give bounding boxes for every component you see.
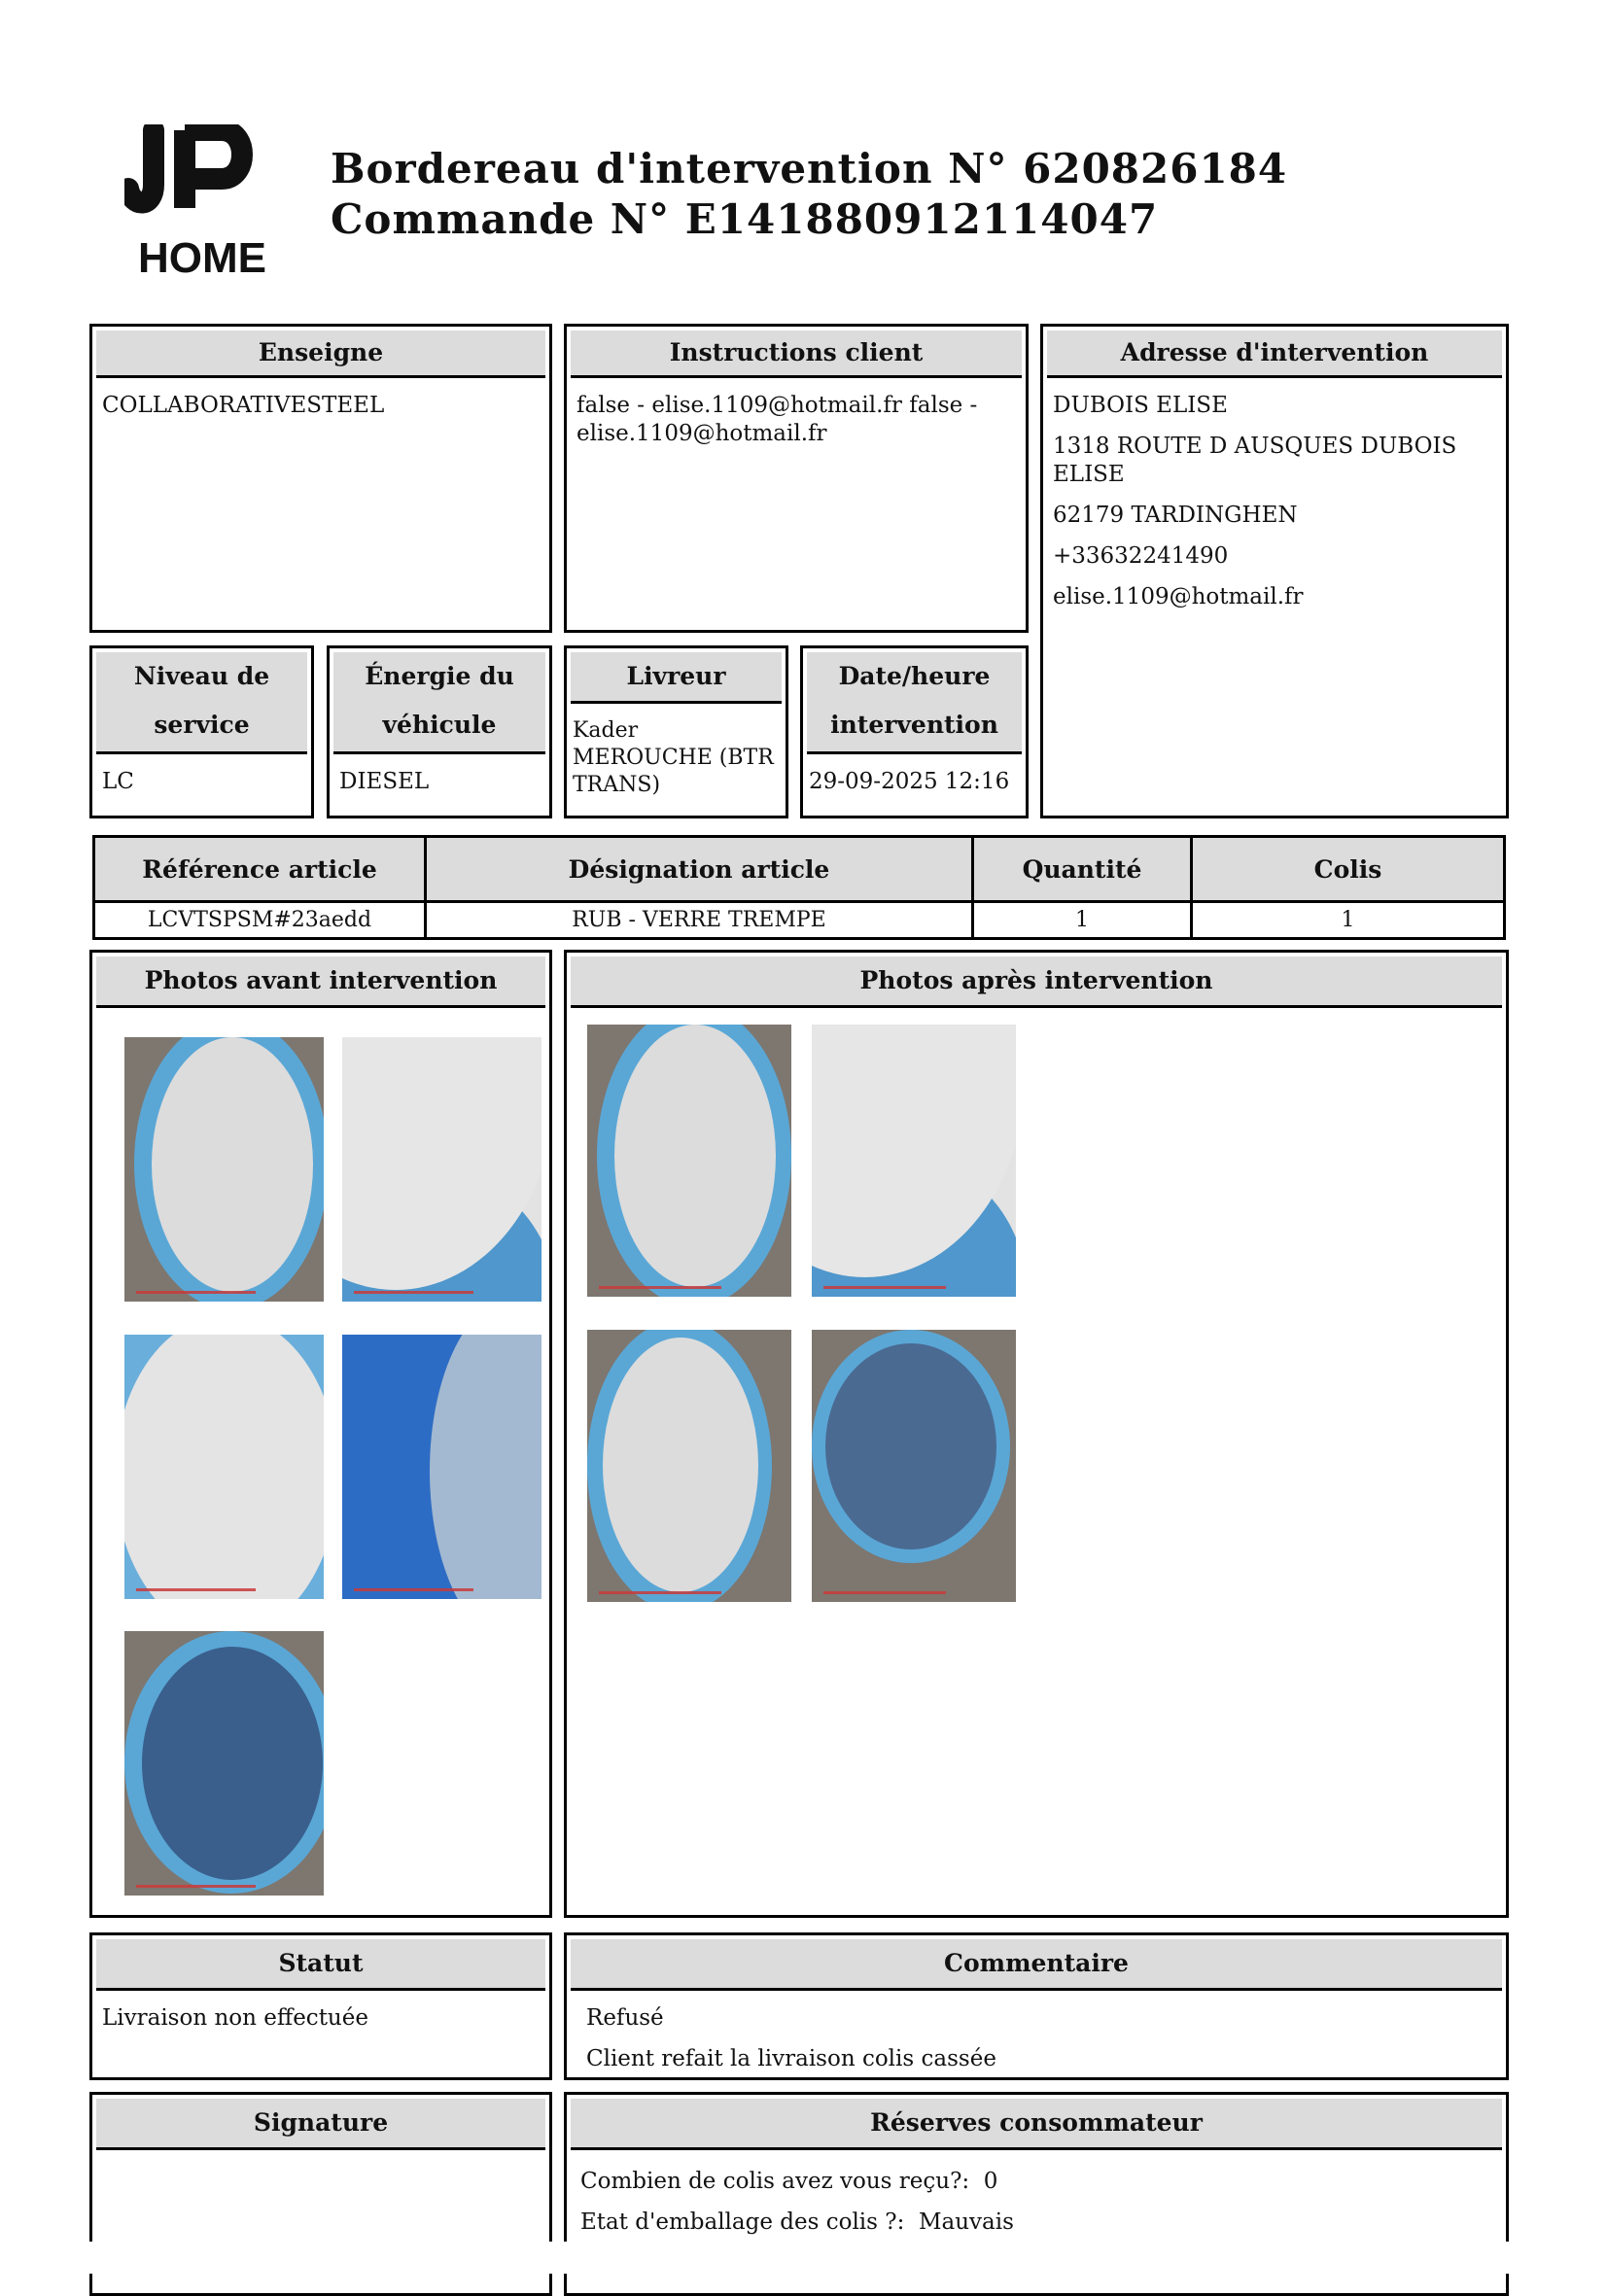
intervention-number: Bordereau d'intervention N° 620826184 [331, 145, 1288, 192]
logo-home-text: HOME [138, 234, 266, 280]
page-bottom-margin [0, 2242, 1607, 2274]
address-street: 1318 ROUTE D AUSQUES DUBOIS ELISE [1053, 434, 1457, 487]
cell-designation: RUB - VERRE TREMPE [426, 902, 973, 939]
comment-box [564, 1932, 1509, 2080]
datetime-label: Date/heure intervention [807, 652, 1022, 754]
jp-home-logo [124, 124, 280, 280]
photo-before-2[interactable] [342, 1037, 541, 1302]
datetime-value: 29-09-2025 12:16 [809, 769, 1010, 794]
photo-before-3[interactable] [124, 1335, 324, 1599]
instructions-box [564, 324, 1029, 633]
photo-after-1[interactable] [587, 1025, 791, 1297]
enseigne-box [89, 324, 552, 633]
cell-reference: LCVTSPSM#23aedd [94, 902, 426, 939]
reserves-q2: Etat d'emballage des colis ?: Mauvais [580, 2209, 1014, 2235]
service-level-box [89, 645, 314, 818]
signature-label: Signature [96, 2099, 545, 2150]
instructions-value: false - elise.1109@hotmail.fr false - elise.1109@hotmail.fr [576, 393, 978, 446]
photo-after-3[interactable] [587, 1330, 791, 1602]
photo-before-5[interactable] [124, 1631, 324, 1896]
photos-after-box [564, 950, 1509, 1918]
photos-after-label: Photos après intervention [571, 957, 1502, 1008]
articles-header-row [94, 837, 1505, 902]
vehicle-energy-box [327, 645, 552, 818]
table-row [94, 902, 1505, 939]
reserves-label: Réserves consommateur [571, 2099, 1502, 2150]
driver-box [564, 645, 788, 818]
reserves-q1: Combien de colis avez vous reçu?: 0 [580, 2169, 998, 2194]
page-title [331, 144, 1287, 245]
status-label: Statut [96, 1939, 545, 1991]
service-level-value: LC [102, 769, 134, 794]
photo-after-4[interactable] [812, 1330, 1016, 1602]
status-value: Livraison non effectuée [102, 2005, 368, 2031]
reserves-a2: Mauvais [918, 2209, 1014, 2235]
address-phone: +33632241490 [1053, 543, 1229, 569]
order-number: Commande N° E141880912114047 [331, 195, 1159, 243]
col-reference: Référence article [94, 837, 426, 902]
cell-colis: 1 [1192, 902, 1505, 939]
vehicle-energy-value: DIESEL [339, 769, 430, 794]
photo-after-2[interactable] [812, 1025, 1016, 1297]
address-city: 62179 TARDINGHEN [1053, 503, 1298, 528]
comment-label: Commentaire [571, 1939, 1502, 1991]
comment-line-1: Refusé [586, 2005, 664, 2031]
service-level-label: Niveau de service [96, 652, 307, 754]
address-name: DUBOIS ELISE [1053, 393, 1228, 418]
photo-before-1[interactable] [124, 1037, 324, 1302]
address-box [1040, 324, 1509, 818]
cell-quantity: 1 [973, 902, 1192, 939]
address-email: elise.1109@hotmail.fr [1053, 584, 1304, 609]
col-designation: Désignation article [426, 837, 973, 902]
datetime-box [800, 645, 1029, 818]
comment-line-2: Client refait la livraison colis cassée [586, 2046, 996, 2071]
driver-value: Kader MEROUCHE (BTR TRANS) [573, 718, 774, 797]
photos-before-box [89, 950, 552, 1918]
enseigne-value: COLLABORATIVESTEEL [102, 393, 385, 418]
enseigne-label: Enseigne [96, 330, 545, 378]
articles-table [92, 835, 1506, 940]
col-quantity: Quantité [973, 837, 1192, 902]
status-box [89, 1932, 552, 2080]
photos-before-label: Photos avant intervention [96, 957, 545, 1008]
address-label: Adresse d'intervention [1047, 330, 1502, 378]
reserves-a1: 0 [983, 2169, 998, 2194]
instructions-label: Instructions client [571, 330, 1022, 378]
driver-label: Livreur [571, 652, 782, 704]
col-colis: Colis [1192, 837, 1505, 902]
vehicle-energy-label: Énergie du véhicule [333, 652, 545, 754]
photo-before-4[interactable] [342, 1335, 541, 1599]
